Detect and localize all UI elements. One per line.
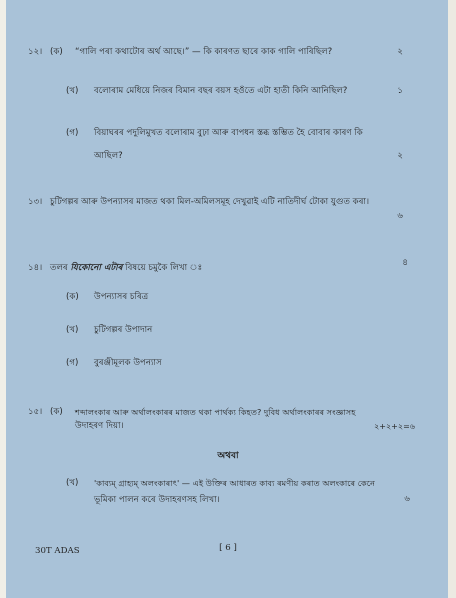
q15a-label: (ক) <box>50 407 63 417</box>
q14-item-label: (খ) <box>66 325 79 335</box>
q14-item-text: চুটিগল্পৰ উপাদান <box>94 325 153 335</box>
q15b-text-line1: 'কাব্যম্ গ্ৰাহ্যম্ অলংকাৰাৎ' — এই উক্তিৰ আধাৰত কাব্য ৰমণীয় কৰাত অলংকাৰে কেনে <box>94 478 375 488</box>
q13-number: ১৩। <box>28 197 43 207</box>
q15b-marks: ৬ <box>404 494 410 504</box>
q14-item-text: উপন্যাসৰ চৰিত্ৰ <box>94 292 149 302</box>
q14-emphasis: যিকোনো এটাৰ <box>70 263 123 273</box>
q15a-text-line1: শব্দালংকাৰ আৰু অৰ্থালংকাৰৰ মাজত থকা পাৰ্থক্য কিহত? দুবিধ অৰ্থালংকাৰৰ সংজ্ঞাসহ <box>75 407 356 417</box>
q14-item-text: বুৰঞ্জীমূলক উপন্যাস <box>94 358 162 368</box>
q12-number: ১২। <box>28 47 43 57</box>
q15-number: ১৫। <box>28 407 43 417</box>
q14-item-label: (গ) <box>66 358 79 368</box>
q12c-text-line1: বিয়াঘৰৰ পদুলিমুখত বলোৰাম বুঢ়া আৰু বাপধন স্তব্ধ স্তম্ভিত হৈ বোবাৰ কাৰণ কি <box>94 128 363 138</box>
q12c-label: (গ) <box>66 128 79 138</box>
q12b-label: (খ) <box>66 86 79 96</box>
or-separator: অথবা <box>217 451 239 461</box>
q14-number: ১৪। <box>28 263 43 273</box>
q14-item-label: (ক) <box>66 292 79 302</box>
q15b-label: (খ) <box>66 478 79 488</box>
q15a-text-line2: উদাহৰণ দিয়া। <box>75 421 124 431</box>
q15b-text-line2: ভূমিকা পালন কৰে উদাহৰণসহ লিখা। <box>94 495 220 505</box>
q13-marks: ৬ <box>397 211 403 221</box>
q12a-text: “গালি পৰা কথাটোৰ অৰ্থ আছে।” — কি কাৰণত ছাৰে কাক গালি পাৰিছিল? <box>75 47 333 57</box>
q15a-marks: ২+২+২=৬ <box>374 422 415 431</box>
q12c-marks: ২ <box>397 151 403 161</box>
q14-marks: ৪ <box>402 258 408 268</box>
q12c-text-line2: আছিল? <box>94 151 123 161</box>
q14-instruction <box>50 263 202 274</box>
q14-post: বিষয়ে চমুকৈ লিখা ঃ <box>122 263 203 273</box>
q12a-label: (ক) <box>50 47 63 57</box>
q12a-marks: ২ <box>397 47 403 57</box>
q12b-marks: ১ <box>397 86 403 96</box>
page-number: [ 6 ] <box>219 543 237 553</box>
q13-text: চুটিগল্পৰ আৰু উপন্যাসৰ মাজত থকা মিল-অমিলসমূহ দেখুৱাই এটি নাতিদীৰ্ঘ টোকা যুগুত কৰা। <box>50 197 370 207</box>
paper-code: 30T ADAS <box>35 546 80 556</box>
q12b-text: বলোৰাম মেধিয়ে নিজৰ বিমান বছৰ বয়স হওঁতে এটা হাতী কিনি আনিছিল? <box>94 86 348 96</box>
q14-pre: তলৰ <box>50 263 71 273</box>
